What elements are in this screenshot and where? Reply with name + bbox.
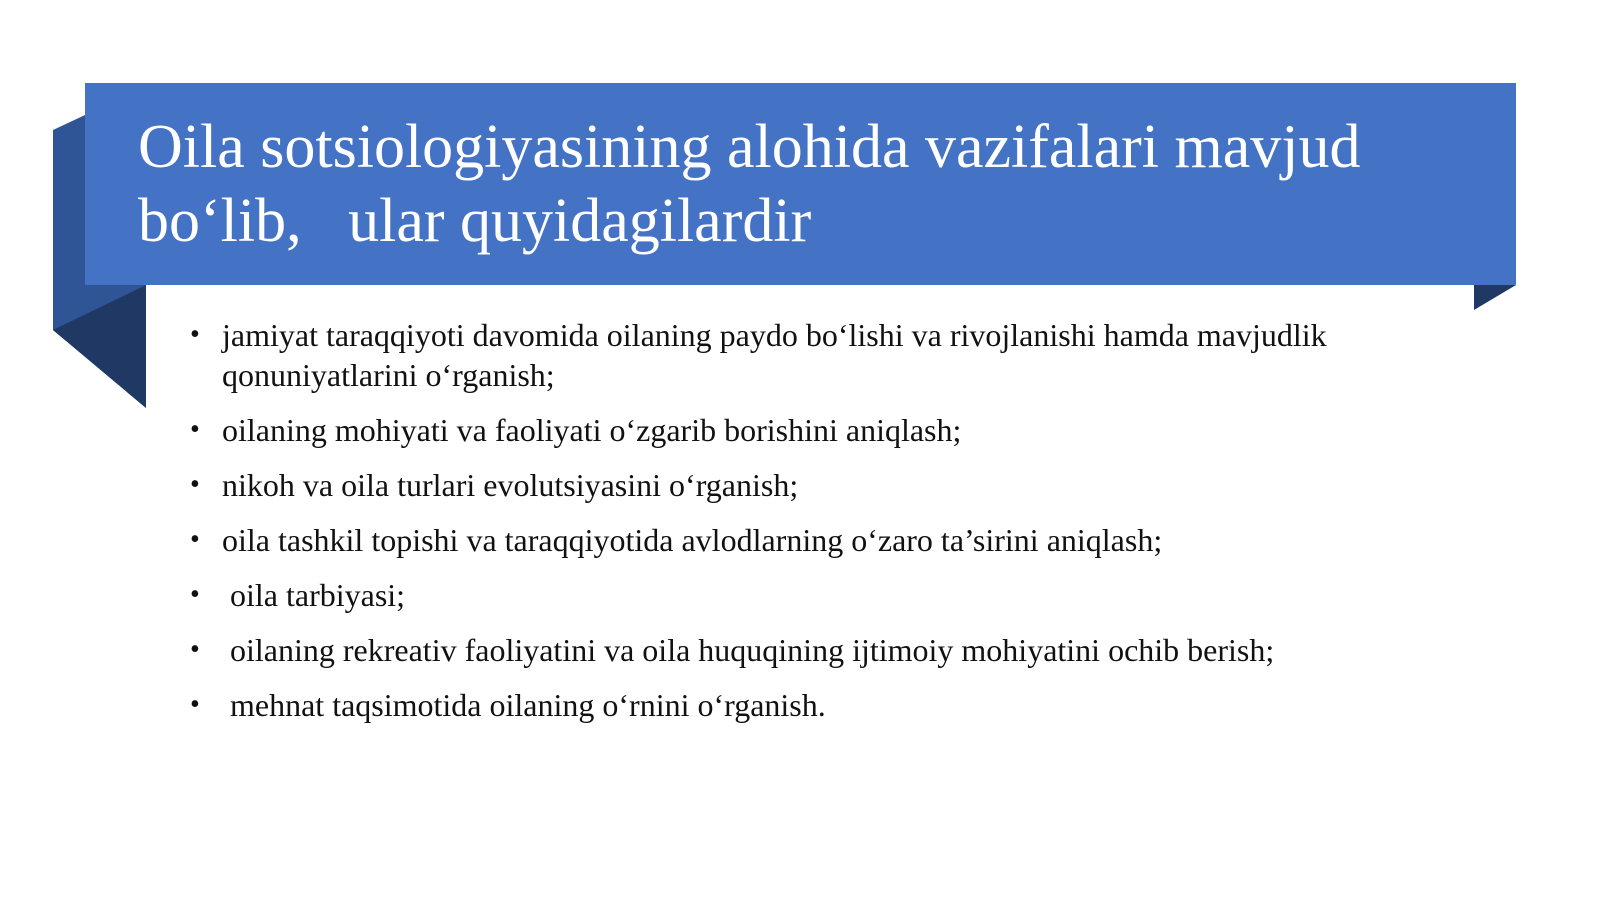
list-item xyxy=(190,575,1470,615)
list-item-text: oila tashkil topishi va taraqqiyotida avlodlarning o‘zaro ta’sirini aniqlash; xyxy=(222,522,1163,558)
list-item xyxy=(190,410,1470,450)
bullet-dot-icon: • xyxy=(190,469,200,500)
title-line-2: bo‘lib, ular quyidagilardir xyxy=(138,187,812,255)
bullet-dot-icon: • xyxy=(190,414,200,445)
list-item-text: mehnat taqsimotida oilaning o‘rnini o‘rganish. xyxy=(222,687,826,723)
bullet-dot-icon: • xyxy=(190,634,200,665)
bullet-dot-icon: • xyxy=(190,524,200,555)
list-item-text: oilaning rekreativ faoliyatini va oila huquqining ijtimoiy mohiyatini ochib berish; xyxy=(222,632,1275,668)
title-line-1: Oila sotsiologiyasining alohida vazifalari mavjud xyxy=(138,113,1361,181)
list-item-text: oila tarbiyasi; xyxy=(222,577,406,613)
list-item xyxy=(190,630,1470,670)
bullet-dot-icon: • xyxy=(190,579,200,610)
list-item-text: nikoh va oila turlari evolutsiyasini o‘rganish; xyxy=(222,467,799,503)
bullet-dot-icon: • xyxy=(190,689,200,720)
list-item xyxy=(190,520,1470,560)
ribbon-right-tail xyxy=(1474,285,1516,310)
list-item xyxy=(190,465,1470,505)
bullet-dot-icon: • xyxy=(190,319,200,350)
list-item xyxy=(190,315,1470,395)
list-item-text: jamiyat taraqqiyoti davomida oilaning paydo bo‘lishi va rivojlanishi hamda mavjudlik qonuniyatlarini o‘rganish; xyxy=(222,317,1335,393)
slide-title xyxy=(138,110,1478,258)
list-item xyxy=(190,685,1470,725)
bullet-list xyxy=(190,315,1470,740)
list-item-text: oilaning mohiyati va faoliyati o‘zgarib borishini aniqlash; xyxy=(222,412,962,448)
